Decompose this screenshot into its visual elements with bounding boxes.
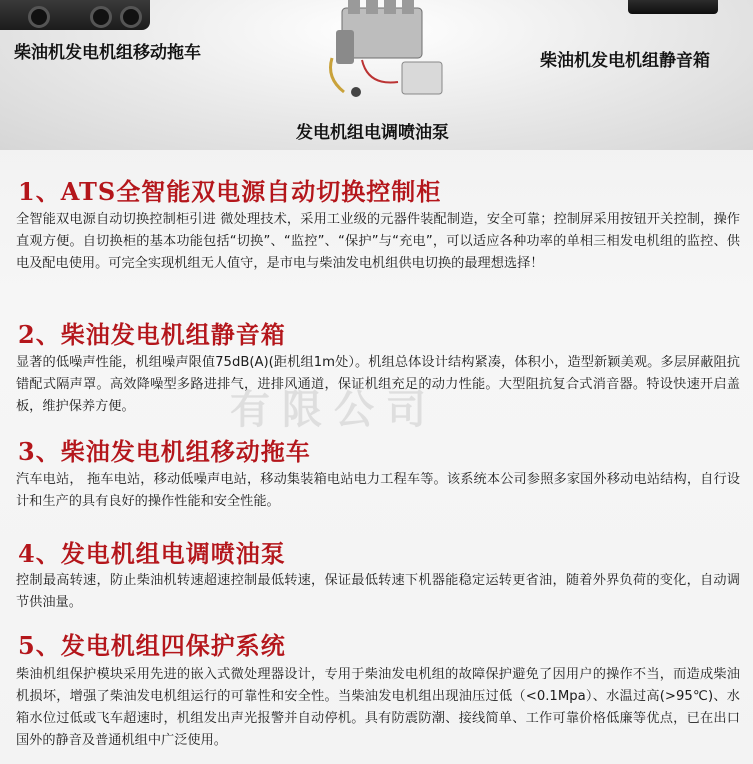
mobile-trailer-image xyxy=(0,0,150,30)
section-title-mobile-trailer: 3、柴油发电机组移动拖车 xyxy=(18,437,311,466)
section-title-ats: 1、ATS全智能双电源自动切换控制柜 xyxy=(18,177,442,206)
wheel-icon xyxy=(90,6,112,28)
section-title-fuel-pump: 4、发电机组电调喷油泵 xyxy=(18,539,286,568)
fuel-pump-image xyxy=(322,0,452,112)
caption-silent-box: 柴油机发电机组静音箱 xyxy=(540,51,710,71)
section-body-ats: 全智能双电源自动切换控制柜引进 微处理技术，采用工业级的元器件装配制造，安全可靠；控制屏采用按钮开关控制，操作直观方便。自切换柜的基本功能包括“切换”、“监控”、“保护”与“充电”，可以适应各种功率的单相三相发电机组的监控、供电及配电使用。可完全实现机组无人值守，是市电与柴油发电机组供电切换的最理想选择！ xyxy=(16,212,740,271)
product-banner xyxy=(0,0,753,150)
section-body-silent-box: 显著的低噪声性能，机组噪声限值75dB(A)(距机组1m处）。机组总体设计结构紧凑，体积小，造型新颖美观。多层屏蔽阻抗错配式隔声罩。高效降噪型多路进排气，进排风通道，保证机组充足的动力性能。大型阻抗复合式消音器。特设快速开启盖板，维护保养方便。 xyxy=(16,355,740,414)
wheel-icon xyxy=(28,6,50,28)
section-body-fuel-pump: 控制最高转速，防止柴油机转速超速控制最低转速，保证最低转速下机器能稳定运转更省油，随着外界负荷的变化，自动调节供油量。 xyxy=(16,573,740,610)
silent-box-image xyxy=(628,0,718,14)
company-watermark: 有限公司 xyxy=(230,387,438,433)
caption-fuel-pump: 发电机组电调喷油泵 xyxy=(296,123,449,143)
section-title-protection: 5、发电机组四保护系统 xyxy=(18,631,286,660)
wheel-icon xyxy=(120,6,142,28)
section-body-protection: 柴油机组保护模块采用先进的嵌入式微处理器设计，专用于柴油发电机组的故障保护避免了因用户的操作不当，而造成柴油机损坏，增强了柴油发电机组运行的可靠性和安全性。当柴油发电机组出现油压过低（<0.1Mpa）、水温过高(>95℃)、水箱水位过低或飞车超速时，机组发出声光报警并自动停机。具有防震防潮、接线简单、工作可靠价格低廉等优点，已在出口国外的静音及普通机组中广泛使用。 xyxy=(16,667,740,748)
section-body-mobile-trailer: 汽车电站， 拖车电站，移动低噪声电站，移动集装箱电站电力工程车等。该系统本公司参照多家国外移动电站结构，自行设计和生产的具有良好的操作性能和安全性能。 xyxy=(16,472,740,509)
caption-mobile-trailer: 柴油机发电机组移动拖车 xyxy=(14,43,201,63)
section-title-silent-box: 2、柴油发电机组静音箱 xyxy=(18,320,286,349)
